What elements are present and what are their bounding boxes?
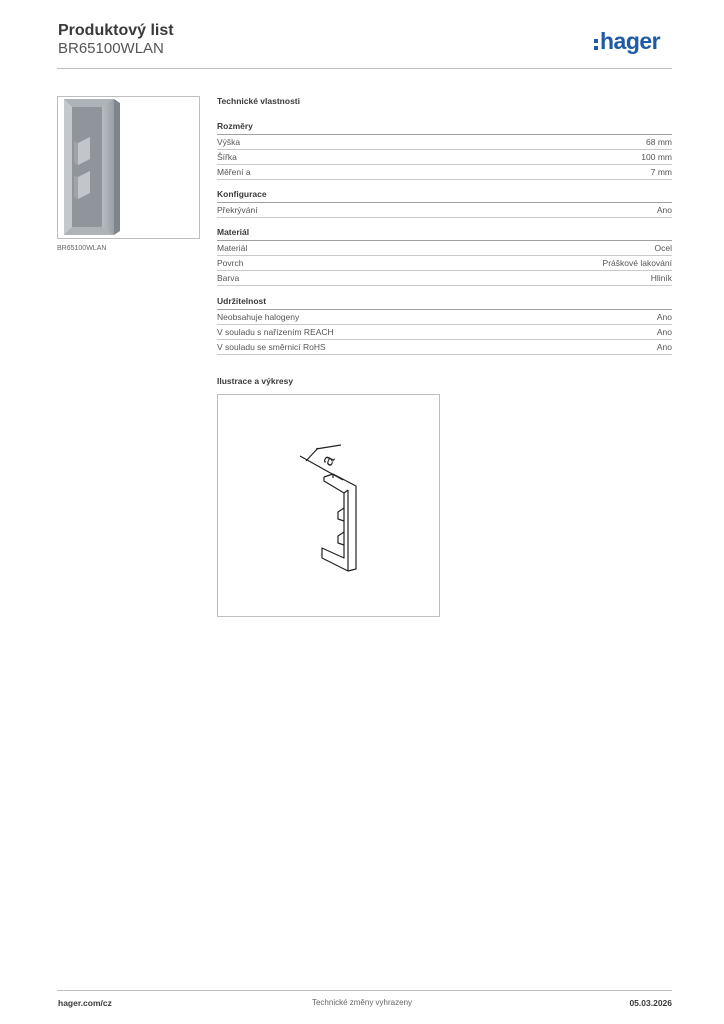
spec-group-title: Konfigurace [217,189,672,203]
spec-label: Barva [217,273,240,283]
spec-group-title: Rozměry [217,121,672,135]
spec-value: Práškové lakování [602,258,672,268]
spec-label: V souladu se směrnicí RoHS [217,342,326,352]
spec-label: Výška [217,137,241,147]
spec-value: Ano [656,205,672,215]
spec-group-sustainability [217,296,672,355]
spec-group-title: Materiál [217,227,672,241]
spec-value: Ocel [654,243,672,253]
spec-label: Povrch [217,258,244,268]
spec-value: 68 mm [646,137,672,147]
logo-mark-icon [594,39,598,50]
spec-label: Šířka [217,152,237,162]
spec-group-material [217,227,672,286]
spec-row [217,310,672,325]
footer-disclaimer: Technické změny vyhrazeny [311,998,413,1007]
page-title: Produktový list [58,22,174,39]
product-photo [57,96,200,239]
footer-website: hager.com/cz [58,998,112,1008]
spec-label: Materiál [217,243,248,253]
spec-value: Ano [656,342,672,352]
frame-line-drawing [218,395,439,616]
spec-row [217,135,672,150]
dimension-label: a [317,451,339,469]
product-frame-image [58,97,199,238]
hager-logo [594,28,660,55]
spec-value: Hliník [650,273,672,283]
spec-label: Překrývání [217,205,258,215]
photo-caption: BR65100WLAN [57,245,107,252]
drawings-heading: Ilustrace a výkresy [217,376,294,386]
spec-value: 100 mm [641,152,672,162]
spec-group-dimensions [217,121,672,180]
product-code: BR65100WLAN [58,40,164,57]
technical-drawing [217,394,440,617]
spec-row [217,165,672,180]
spec-value: 7 mm [650,167,672,177]
spec-value: Ano [656,327,672,337]
footer-date: 05.03.2026 [629,998,672,1008]
logo-text: hager [600,28,661,54]
drawings-heading-wrap [217,376,672,386]
spec-label: Měření a [217,167,251,177]
spec-group-configuration [217,189,672,218]
spec-row [217,203,672,218]
spec-row [217,241,672,256]
tech-specs-heading-wrap [217,96,672,106]
spec-value: Ano [656,312,672,322]
footer-divider [57,990,672,991]
spec-row [217,271,672,286]
spec-label: V souladu s nařízením REACH [217,327,334,337]
spec-row [217,256,672,271]
spec-label: Neobsahuje halogeny [217,312,300,322]
spec-row [217,340,672,355]
spec-row [217,150,672,165]
spec-row [217,325,672,340]
tech-specs-heading: Technické vlastnosti [217,96,300,106]
spec-group-title: Udržitelnost [217,296,672,310]
header-divider [57,68,672,69]
